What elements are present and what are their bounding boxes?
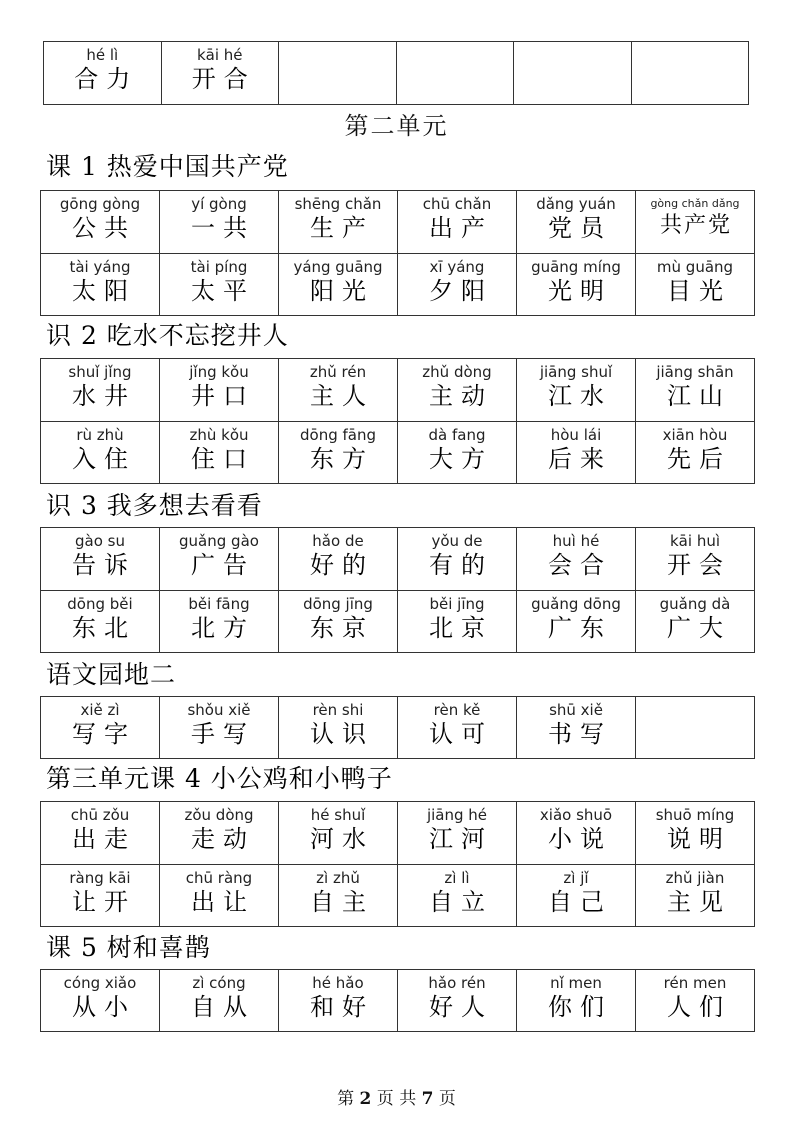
hanzi-word: 东北 xyxy=(72,613,136,642)
pinyin: shū xiě xyxy=(549,701,603,719)
vocab-cell xyxy=(636,253,755,316)
vocab-cell xyxy=(517,421,636,484)
pinyin: rèn shi xyxy=(312,701,364,719)
vocab-cell xyxy=(398,590,517,653)
hanzi-word: 广告 xyxy=(191,551,255,579)
vocab-cell xyxy=(398,802,517,865)
hanzi-word: 开会 xyxy=(667,551,731,579)
vocab-cell xyxy=(517,359,636,422)
pinyin: gòng chǎn dǎng xyxy=(650,197,740,210)
vocab-cell xyxy=(517,697,636,759)
pinyin: jǐng kǒu xyxy=(189,363,249,381)
hanzi-word: 告诉 xyxy=(72,551,136,579)
hanzi-word: 光明 xyxy=(548,276,612,305)
hanzi-word: 出让 xyxy=(191,887,255,916)
vocab-cell xyxy=(517,970,636,1032)
vocab-cell xyxy=(636,528,755,591)
vocab-cell xyxy=(160,253,279,316)
vocab-table-lesson-4 xyxy=(40,801,755,927)
pinyin: dǎng yuán xyxy=(536,195,616,213)
hanzi-word: 一共 xyxy=(191,214,255,242)
vocab-row xyxy=(41,528,755,591)
pinyin: hǎo rén xyxy=(428,974,486,992)
pinyin: rù zhù xyxy=(76,425,124,444)
hanzi-word: 认可 xyxy=(429,720,493,748)
vocab-cell xyxy=(279,697,398,759)
vocab-row xyxy=(41,697,755,759)
pinyin: cóng xiǎo xyxy=(63,974,137,992)
hanzi-word: 让开 xyxy=(72,887,136,916)
vocab-cell xyxy=(636,864,755,927)
vocab-cell xyxy=(41,253,160,316)
hanzi-word: 会合 xyxy=(548,551,612,579)
hanzi-word: 江水 xyxy=(548,382,612,410)
vocab-row xyxy=(41,421,755,484)
vocab-cell xyxy=(279,590,398,653)
pinyin: shuō míng xyxy=(655,806,735,824)
vocab-cell xyxy=(517,802,636,865)
pinyin: chū chǎn xyxy=(422,195,492,213)
pinyin: kāi hé xyxy=(196,46,243,64)
hanzi-word: 井口 xyxy=(191,382,255,410)
pinyin: yí gòng xyxy=(191,195,247,213)
hanzi-word: 广大 xyxy=(667,613,731,642)
pinyin: zì zhǔ xyxy=(316,868,360,887)
hanzi-word: 夕阳 xyxy=(429,276,493,305)
vocab-row xyxy=(41,864,755,927)
hanzi-word: 手写 xyxy=(191,720,255,748)
hanzi-word: 北京 xyxy=(429,613,493,642)
vocab-cell xyxy=(636,697,755,759)
section-title: 课 5 树和喜鹊 xyxy=(46,933,211,962)
vocab-cell xyxy=(41,970,160,1032)
vocab-cell xyxy=(161,42,279,105)
hanzi-word: 小说 xyxy=(548,825,612,853)
hanzi-word: 书写 xyxy=(548,720,612,748)
hanzi-word: 好的 xyxy=(310,551,374,579)
pinyin: zì lì xyxy=(444,868,470,887)
vocab-row xyxy=(41,590,755,653)
hanzi-word: 河水 xyxy=(310,825,374,853)
pinyin: rèn kě xyxy=(433,701,481,719)
section-title: 识 2 吃水不忘挖井人 xyxy=(46,321,289,350)
hanzi-word: 和好 xyxy=(310,993,374,1021)
pinyin: jiāng shuǐ xyxy=(539,363,613,381)
hanzi-word: 出产 xyxy=(429,214,493,242)
pinyin: shēng chǎn xyxy=(294,195,382,213)
hanzi-word: 自从 xyxy=(191,993,255,1021)
section-title: 语文园地二 xyxy=(46,660,177,689)
vocab-cell xyxy=(636,191,755,254)
pinyin: xiān hòu xyxy=(662,425,728,444)
pinyin: guǎng dōng xyxy=(531,594,621,613)
section-title: 识 3 我多想去看看 xyxy=(46,491,263,520)
hanzi-word: 出走 xyxy=(72,825,136,853)
pinyin: dà fang xyxy=(428,425,486,444)
vocab-row xyxy=(41,359,755,422)
pinyin: mù guāng xyxy=(656,257,734,276)
hanzi-word: 生产 xyxy=(310,214,374,242)
pinyin: zì jǐ xyxy=(563,868,589,887)
vocab-cell xyxy=(160,421,279,484)
hanzi-word: 党员 xyxy=(548,214,612,242)
vocab-cell xyxy=(279,528,398,591)
page-footer xyxy=(0,1087,793,1111)
vocab-cell xyxy=(160,528,279,591)
hanzi-word: 目光 xyxy=(667,276,731,305)
hanzi-word: 东方 xyxy=(310,444,374,473)
hanzi-word: 说明 xyxy=(667,825,731,853)
hanzi-word: 东京 xyxy=(310,613,374,642)
hanzi-word: 大方 xyxy=(429,444,493,473)
pinyin: xiǎo shuō xyxy=(539,806,613,824)
hanzi-word: 太平 xyxy=(191,276,255,305)
pinyin: rén men xyxy=(663,974,727,992)
vocab-table-lesson-1 xyxy=(40,190,755,316)
vocab-cell xyxy=(279,421,398,484)
vocab-cell xyxy=(41,359,160,422)
footer-middle: 页 共 xyxy=(376,1089,417,1109)
vocab-cell xyxy=(279,191,398,254)
vocab-cell xyxy=(160,970,279,1032)
hanzi-word: 主动 xyxy=(429,382,493,410)
vocab-cell xyxy=(41,697,160,759)
vocab-cell xyxy=(41,191,160,254)
vocab-cell xyxy=(636,970,755,1032)
vocab-cell xyxy=(160,697,279,759)
pinyin: zǒu dòng xyxy=(184,806,254,824)
hanzi-word: 人们 xyxy=(667,993,731,1021)
pinyin: ràng kāi xyxy=(69,868,131,887)
hanzi-word: 自立 xyxy=(429,887,493,916)
vocab-table-lesson-5 xyxy=(40,969,755,1032)
vocab-cell xyxy=(279,970,398,1032)
pinyin: tài yáng xyxy=(69,257,131,276)
vocab-cell xyxy=(398,970,517,1032)
vocab-row xyxy=(41,253,755,316)
hanzi-word: 从小 xyxy=(72,993,136,1021)
vocab-cell xyxy=(279,42,397,105)
pinyin: yáng guāng xyxy=(293,257,383,276)
hanzi-word: 入住 xyxy=(72,444,136,473)
vocab-table-lesson-2 xyxy=(40,358,755,484)
vocab-row xyxy=(41,191,755,254)
vocab-cell xyxy=(41,421,160,484)
hanzi-word: 合力 xyxy=(74,65,139,93)
vocab-cell xyxy=(517,864,636,927)
unit-title: 第二单元 xyxy=(344,112,449,140)
hanzi-word: 共产党 xyxy=(659,213,732,238)
hanzi-word: 广东 xyxy=(548,613,612,642)
hanzi-word: 写字 xyxy=(72,720,136,748)
pinyin: hòu lái xyxy=(550,425,602,444)
hanzi-word: 先后 xyxy=(667,444,731,473)
hanzi-word: 后来 xyxy=(548,444,612,473)
hanzi-word: 水井 xyxy=(72,382,136,410)
pinyin: zhǔ rén xyxy=(309,363,367,381)
vocab-cell xyxy=(636,359,755,422)
hanzi-word: 自主 xyxy=(310,887,374,916)
vocab-cell xyxy=(631,42,749,105)
vocab-cell xyxy=(41,528,160,591)
vocab-row xyxy=(44,42,749,105)
pinyin: běi fāng xyxy=(188,594,250,613)
pinyin: guāng míng xyxy=(531,257,621,276)
hanzi-word: 主见 xyxy=(667,887,731,916)
vocab-cell xyxy=(41,590,160,653)
vocab-cell xyxy=(160,802,279,865)
pinyin: kāi huì xyxy=(670,532,720,550)
vocab-cell xyxy=(636,802,755,865)
footer-prefix: 第 xyxy=(337,1089,355,1109)
section-title: 课 1 热爱中国共产党 xyxy=(46,152,289,181)
vocab-cell xyxy=(398,253,517,316)
pinyin: hé hǎo xyxy=(312,974,364,992)
hanzi-word: 江河 xyxy=(429,825,493,853)
pinyin: zhǔ jiàn xyxy=(665,868,725,887)
vocab-cell xyxy=(398,359,517,422)
vocab-cell xyxy=(517,253,636,316)
pinyin: zhǔ dòng xyxy=(422,363,492,381)
vocab-row xyxy=(41,970,755,1032)
vocab-cell xyxy=(160,864,279,927)
section-title: 第三单元课 4 小公鸡和小鸭子 xyxy=(46,764,393,793)
pinyin: xī yáng xyxy=(429,257,485,276)
vocab-cell xyxy=(398,191,517,254)
current-page-number: 2 xyxy=(359,1089,372,1109)
vocab-cell xyxy=(41,802,160,865)
pinyin: guǎng gào xyxy=(179,532,259,550)
hanzi-word: 北方 xyxy=(191,613,255,642)
pinyin: dōng fāng xyxy=(300,425,376,444)
pinyin: jiāng shān xyxy=(656,363,734,381)
vocab-cell xyxy=(279,253,398,316)
hanzi-word: 开合 xyxy=(191,65,256,93)
pinyin: shuǐ jǐng xyxy=(68,363,132,381)
pinyin: tài píng xyxy=(190,257,248,276)
vocab-cell xyxy=(160,191,279,254)
pinyin: gōng gòng xyxy=(59,195,141,213)
hanzi-word: 公共 xyxy=(72,214,136,242)
pinyin: shǒu xiě xyxy=(187,701,251,719)
vocab-cell xyxy=(636,421,755,484)
pinyin: huì hé xyxy=(552,532,600,550)
top-vocab-table xyxy=(43,41,749,105)
vocab-cell xyxy=(279,359,398,422)
vocab-cell xyxy=(41,864,160,927)
pinyin: nǐ men xyxy=(550,974,602,992)
vocab-cell xyxy=(44,42,162,105)
vocab-cell xyxy=(396,42,514,105)
vocab-cell xyxy=(279,802,398,865)
pinyin: zhù kǒu xyxy=(189,425,249,444)
pinyin: xiě zì xyxy=(80,701,120,719)
pinyin: dōng běi xyxy=(67,594,133,613)
hanzi-word: 走动 xyxy=(191,825,255,853)
vocab-table-lesson-3 xyxy=(40,527,755,653)
hanzi-word: 江山 xyxy=(667,382,731,410)
hanzi-word: 太阳 xyxy=(72,276,136,305)
vocab-cell xyxy=(398,421,517,484)
vocab-cell xyxy=(398,697,517,759)
vocab-row xyxy=(41,802,755,865)
vocab-cell xyxy=(517,590,636,653)
hanzi-word: 住口 xyxy=(191,444,255,473)
pinyin: yǒu de xyxy=(431,532,483,550)
hanzi-word: 阳光 xyxy=(310,276,374,305)
pinyin: hé lì xyxy=(86,46,119,64)
pinyin: chū ràng xyxy=(185,868,253,887)
pinyin: dōng jīng xyxy=(303,594,373,613)
pinyin: hé shuǐ xyxy=(310,806,366,824)
hanzi-word: 认识 xyxy=(310,720,374,748)
vocab-cell xyxy=(279,864,398,927)
total-page-number: 7 xyxy=(421,1089,434,1109)
vocab-cell xyxy=(160,359,279,422)
vocab-cell xyxy=(636,590,755,653)
pinyin: hǎo de xyxy=(312,532,364,550)
pinyin: jiāng hé xyxy=(426,806,488,824)
hanzi-word: 好人 xyxy=(429,993,493,1021)
pinyin: běi jīng xyxy=(429,594,485,613)
vocab-cell xyxy=(398,864,517,927)
pinyin: chū zǒu xyxy=(70,806,130,824)
vocab-cell xyxy=(517,528,636,591)
vocab-cell xyxy=(517,191,636,254)
hanzi-word: 你们 xyxy=(548,993,612,1021)
hanzi-word: 有的 xyxy=(429,551,493,579)
vocab-table-yuwen-yuandi-2 xyxy=(40,696,755,759)
footer-suffix: 页 xyxy=(438,1089,456,1109)
vocab-cell xyxy=(398,528,517,591)
pinyin: zì cóng xyxy=(192,974,246,992)
vocab-cell xyxy=(514,42,632,105)
vocab-cell xyxy=(160,590,279,653)
pinyin: guǎng dà xyxy=(659,594,731,613)
pinyin: gào su xyxy=(75,532,125,550)
hanzi-word: 自己 xyxy=(548,887,612,916)
hanzi-word: 主人 xyxy=(310,382,374,410)
